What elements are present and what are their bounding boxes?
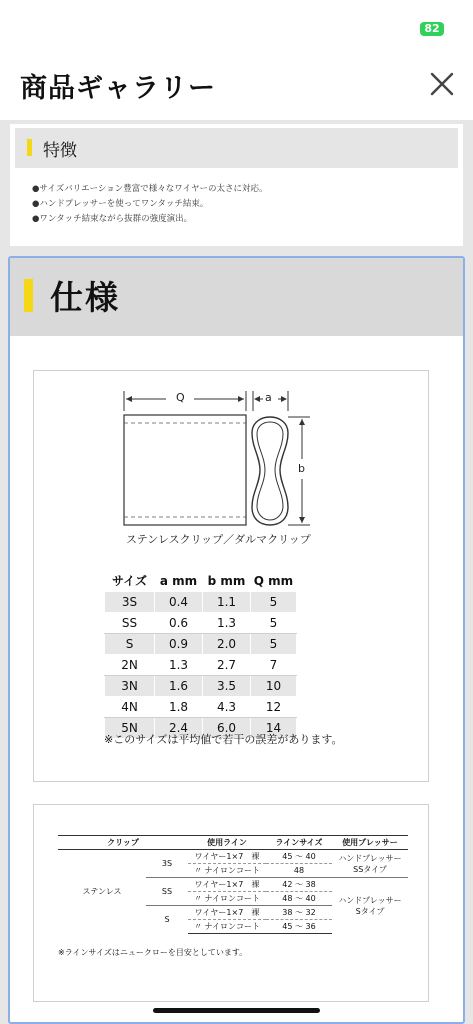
presser-type: SSタイプ	[353, 864, 387, 874]
page-title: 商品ギャラリー	[20, 73, 216, 104]
table-cell: 2.4	[155, 717, 203, 738]
table-cell: 5N	[105, 717, 155, 738]
column-header: クリップ	[58, 836, 188, 850]
heading-accent	[27, 139, 32, 156]
table-cell: 6.0	[203, 717, 251, 738]
column-header: 使用プレッサー	[332, 836, 408, 850]
presser-cell-ss	[332, 850, 408, 878]
gallery-image-features[interactable]	[10, 124, 463, 246]
line-size-cell: 48	[266, 864, 332, 878]
home-indicator[interactable]	[153, 1008, 320, 1013]
close-button[interactable]	[426, 68, 458, 100]
line-type-cell: 〃 ナイロンコート	[188, 920, 266, 934]
column-header: a mm	[159, 573, 198, 588]
size-spec-panel	[33, 370, 429, 782]
column-header: b mm	[207, 573, 246, 588]
table-cell: 14	[251, 717, 297, 738]
line-type-cell: ワイヤー1×7 裸	[188, 878, 266, 892]
presser-type: Sタイプ	[355, 906, 385, 916]
table-cell: 5	[251, 591, 297, 612]
spec-heading-bar	[10, 258, 463, 336]
features-heading-bar	[15, 128, 458, 168]
features-list	[32, 182, 267, 227]
table-cell: 3.5	[203, 675, 251, 696]
gallery-header	[0, 50, 473, 120]
gallery-viewer[interactable]	[0, 120, 473, 1024]
heading-accent	[24, 279, 33, 312]
line-size-cell: 45 ～ 36	[266, 920, 332, 934]
feature-item: ●サイズバリエーション豊富で様々なワイヤーの太さに対応。	[32, 184, 268, 194]
column-header: 使用ライン	[188, 836, 266, 850]
table-row	[105, 591, 297, 612]
table-cell: 12	[251, 696, 297, 717]
table-cell: 1.3	[155, 654, 203, 675]
table-row	[105, 612, 297, 633]
spec-title: 仕様	[50, 278, 120, 317]
clip-size-cell: 3S	[161, 859, 173, 868]
line-type-cell: 〃 ナイロンコート	[188, 864, 266, 878]
table-cell: 4N	[105, 696, 155, 717]
material-cell: ステンレス	[82, 887, 122, 897]
clip-diagram	[34, 371, 428, 571]
table-cell: 3S	[105, 591, 155, 612]
table-cell: 2.7	[203, 654, 251, 675]
table-row	[105, 654, 297, 675]
column-header: サイズ	[111, 574, 148, 589]
battery-indicator: 82	[420, 22, 444, 36]
close-icon	[426, 68, 458, 100]
column-header: ラインサイズ	[266, 836, 332, 850]
table-cell: 5	[251, 633, 297, 654]
feature-item: ●ワンタッチ結束ながら抜群の強度演出。	[32, 214, 193, 224]
column-header: Q mm	[253, 573, 294, 588]
table-cell: 0.6	[155, 612, 203, 633]
table-row	[105, 696, 297, 717]
table-cell: 2N	[105, 654, 155, 675]
table-cell: 2.0	[203, 633, 251, 654]
presser-cell-s	[332, 878, 408, 934]
diagram-caption: ステンレスクリップ／ダルマクリップ	[126, 533, 311, 546]
line-type-cell: ワイヤー1×7 裸	[188, 906, 266, 920]
clip-size-cell: S	[146, 906, 188, 934]
line-spec-panel	[33, 804, 429, 1002]
line-size-cell: 42 ～ 38	[266, 878, 332, 892]
table-cell: 1.6	[155, 675, 203, 696]
table-cell: 1.1	[203, 591, 251, 612]
clip-size-cell: SS	[146, 878, 188, 906]
presser-name: ハンドプレッサー	[338, 853, 402, 863]
diagram-label-a: a	[265, 391, 272, 404]
gallery-image-spec[interactable]	[8, 256, 465, 1024]
table-row	[105, 633, 297, 654]
line-size-table	[58, 835, 408, 934]
line-type-cell: ワイヤー1×7 裸	[194, 852, 260, 861]
table-cell: 0.9	[155, 633, 203, 654]
table-cell: 7	[251, 654, 297, 675]
table-cell: 4.3	[203, 696, 251, 717]
table-row	[105, 675, 297, 696]
line-table-header	[58, 836, 408, 850]
line-size-cell: 45 ～ 40	[282, 852, 316, 861]
table-cell: S	[105, 633, 155, 654]
size-table	[104, 571, 297, 739]
features-title: 特徴	[43, 141, 77, 161]
table-cell: 1.8	[155, 696, 203, 717]
table-cell: 5	[251, 612, 297, 633]
status-bar	[0, 0, 473, 50]
line-table-note: ※ラインサイズはニュークローを目安としています。	[58, 948, 248, 957]
table-cell: SS	[105, 612, 155, 633]
line-size-cell: 38 ～ 32	[266, 906, 332, 920]
table-cell: 0.4	[155, 591, 203, 612]
diagram-label-q: Q	[176, 391, 185, 404]
presser-name: ハンドプレッサー	[338, 895, 402, 905]
table-row	[58, 850, 408, 864]
line-size-cell: 48 ～ 40	[266, 892, 332, 906]
table-cell: 1.3	[203, 612, 251, 633]
table-cell: 3N	[105, 675, 155, 696]
diagram-label-b: b	[298, 462, 305, 475]
size-table-note: ※このサイズは平均値で若干の誤差があります。	[104, 733, 343, 746]
table-cell: 10	[251, 675, 297, 696]
size-table-header	[105, 571, 297, 591]
feature-item: ●ハンドプレッサーを使ってワンタッチ結束。	[32, 199, 209, 209]
line-type-cell: 〃 ナイロンコート	[188, 892, 266, 906]
